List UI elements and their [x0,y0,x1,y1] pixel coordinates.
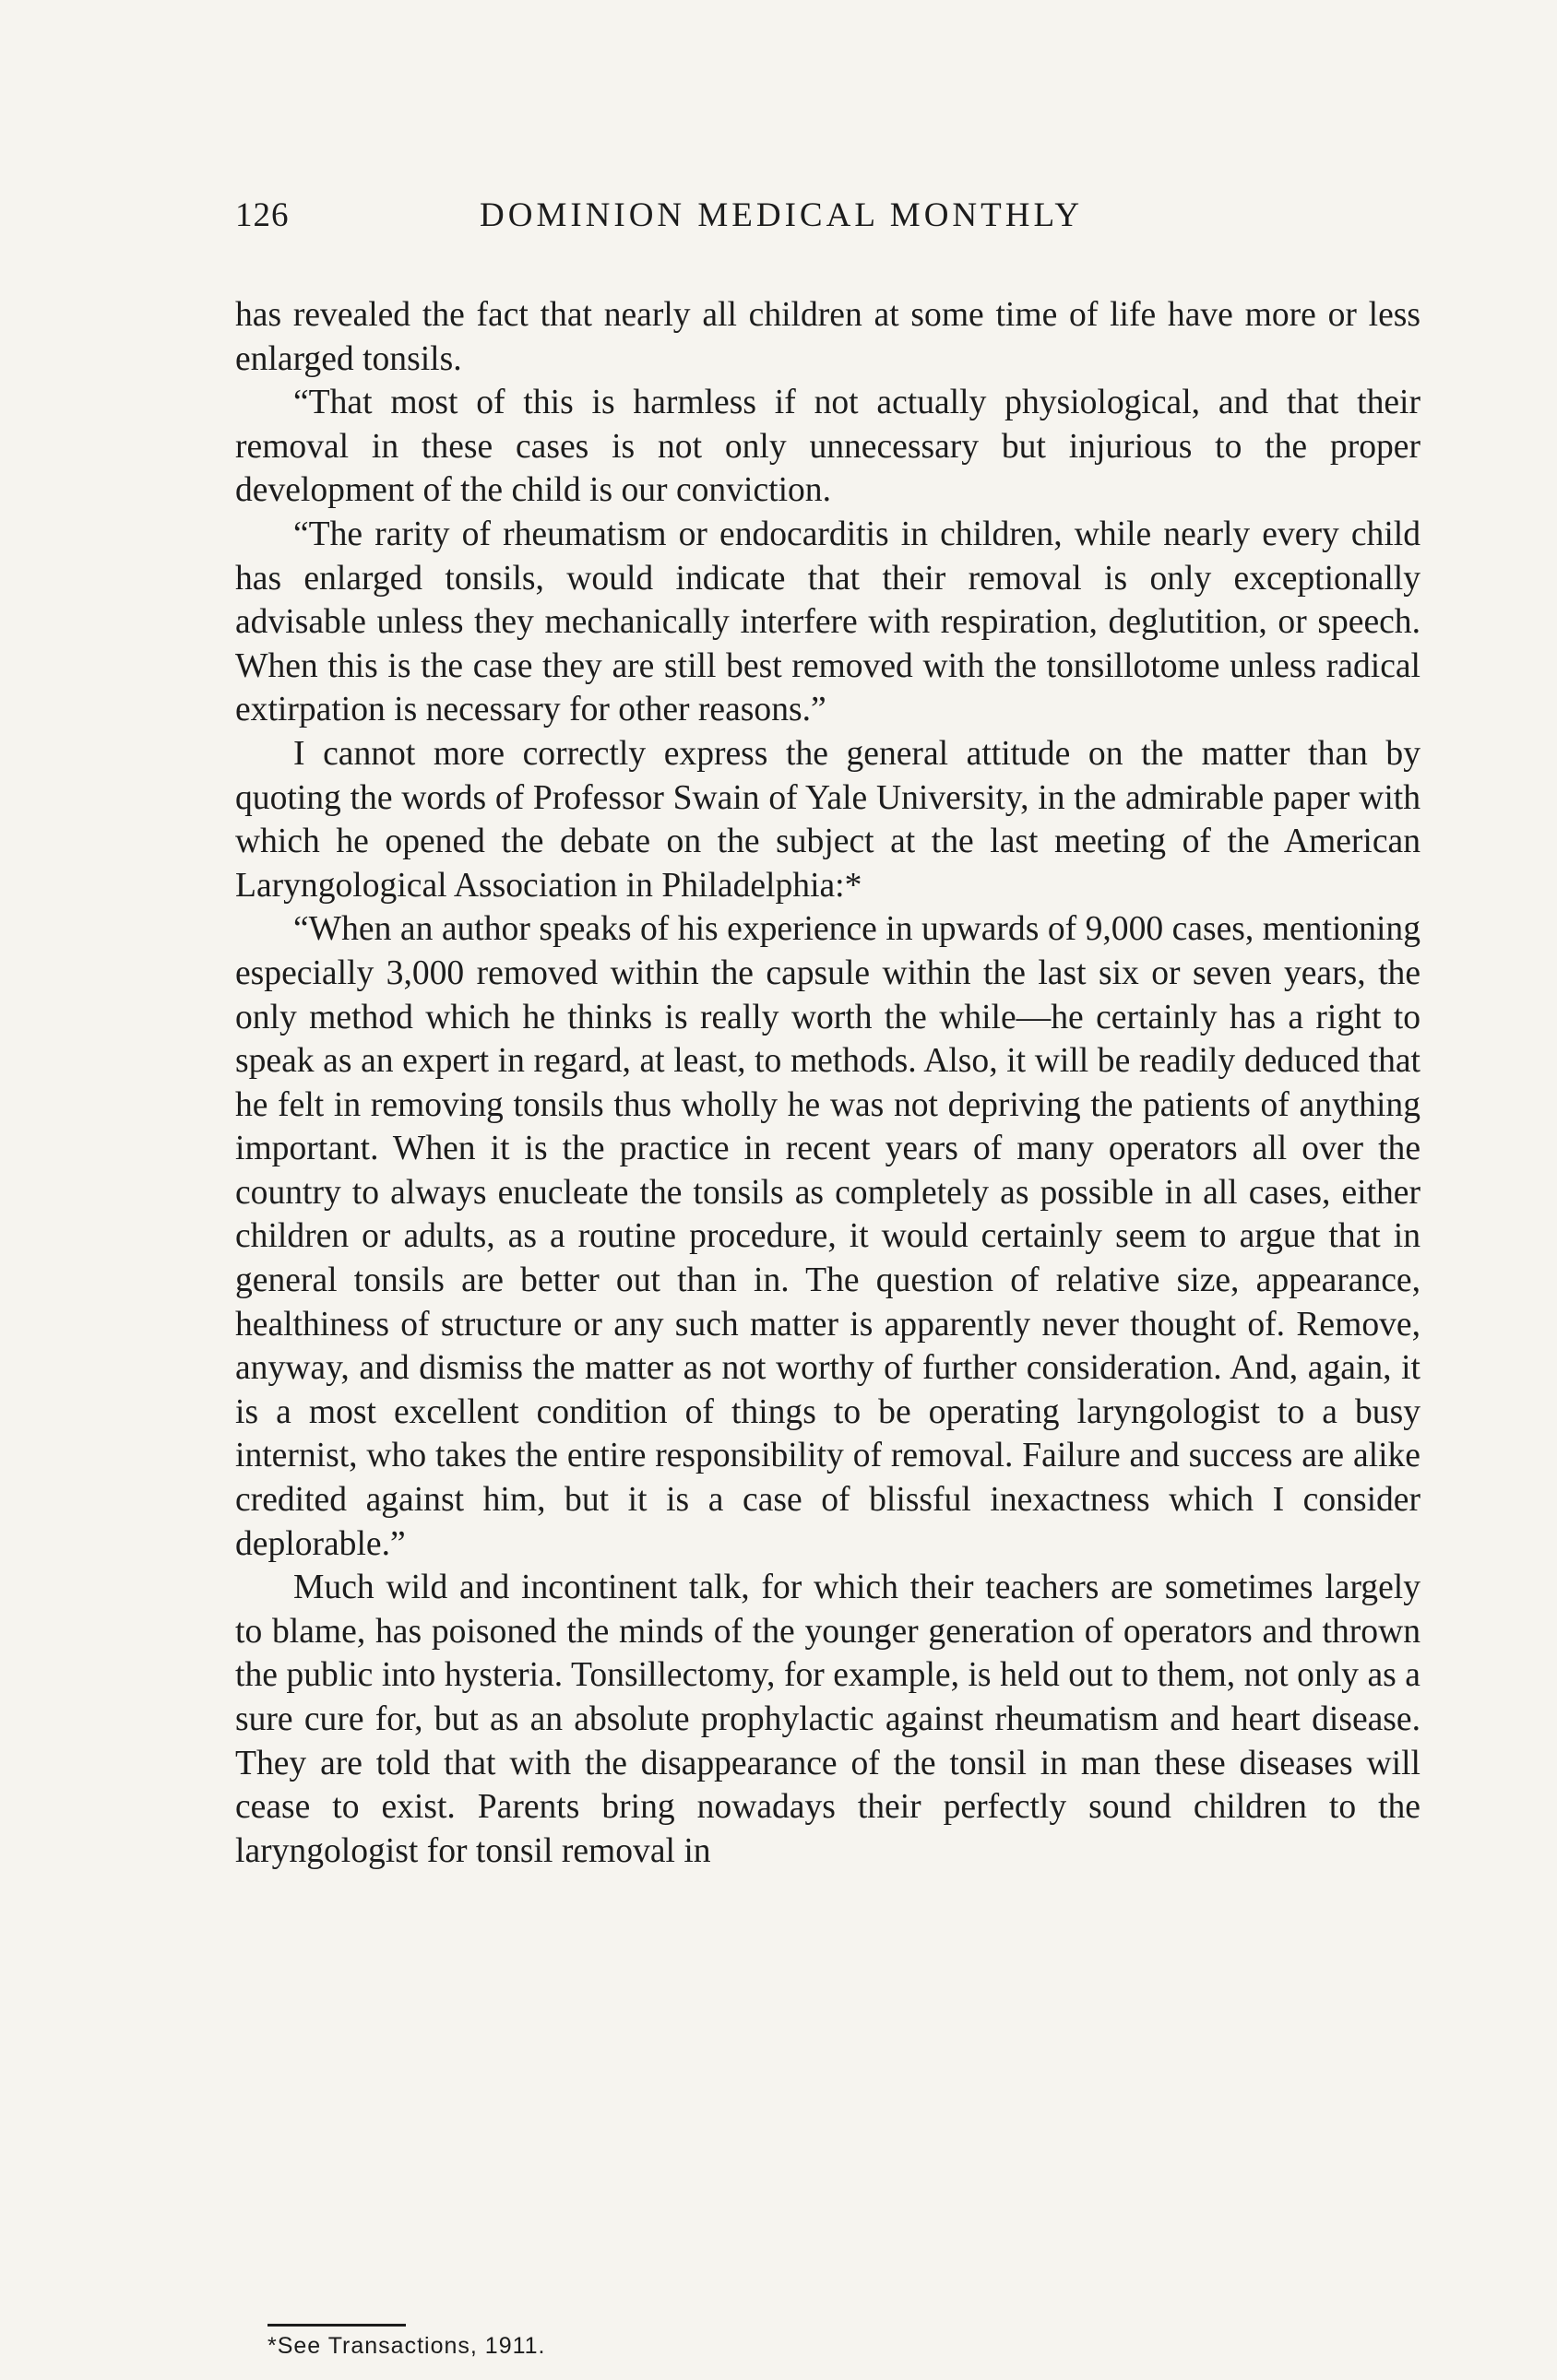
paragraph-continuation: has revealed the fact that nearly all children at some time of life have more or less enlarged tonsils. [235,296,1420,378]
running-head: DOMINION MEDICAL MONTHLY [480,196,1084,234]
page-header [235,195,1420,242]
paragraph-swain-quote: “When an author speaks of his experience in upwards of 9,000 cases, mentioning especially 3,000 removed within the capsule within the last six or seven years, the only method which he thinks is really worth the while—he certainly has a right to speak as an expert in regard, at least, to methods. Also, it will be readily deduced that he felt in removing tonsils thus wholly he was not depriving the patients of anything important. When it is the practice in recent years of many operators all over the country to always enucleate the tonsils as completely as possible in all cases, either children or adults, as a routine procedure, it would certainly seem to argue that in general tonsils are better out than in. The question of relative size, appearance, healthiness of structure or any such matter is apparently never thought of. Remove, anyway, and dismiss the matter as not worthy of further consideration. And, again, it is a most excellent condition of things to be operating laryngologist to a busy internist, who takes the entire responsibility of removal. Failure and success are alike credited against him, but it is a case of blissful inexactness which I consider deplorable.” [235,910,1420,1563]
paragraph-quote-rarity: “The rarity of rheumatism or endocarditis in children, while nearly every child has enlarged tonsils, would indicate that their removal is only exceptionally advisable unless they mechanically interfere with respiration, deglutition, or speech. When this is the case they are still best removed with the tonsillotome unless radical extirpation is necessary for other reasons.” [235,515,1420,729]
paragraph-quote-harmless: “That most of this is harmless if not actually physiological, and that their removal in these cases is not only unnecessary but injurious to the proper development of the child is our conviction. [235,384,1420,510]
page-number: 126 [235,196,290,234]
paragraph-wild-talk: Much wild and incontinent talk, for which their teachers are sometimes largely to blame, has poisoned the minds of the younger generation of operators and thrown the public into hysteria. Tonsillectomy, for example, is held out to them, not only as a sure cure for, but as an absolute prophylactic against rheumatism and heart disease. They are told that with the disappearance of the tonsil in man these diseases will cease to exist. Parents bring nowadays their perfectly sound children to the laryngologist for tonsil removal in [235,1569,1420,1870]
paragraph-swain-intro: I cannot more correctly express the general attitude on the matter than by quoting the words of Professor Swain of Yale University, in the admirable paper with which he opened the debate on the subject at the last meeting of the American Laryngological Association in Philadelphia:* [235,734,1420,905]
body-text [235,293,1420,1873]
footnote: *See Transactions, 1911. [267,2333,546,2359]
footnote-rule [267,2324,406,2327]
